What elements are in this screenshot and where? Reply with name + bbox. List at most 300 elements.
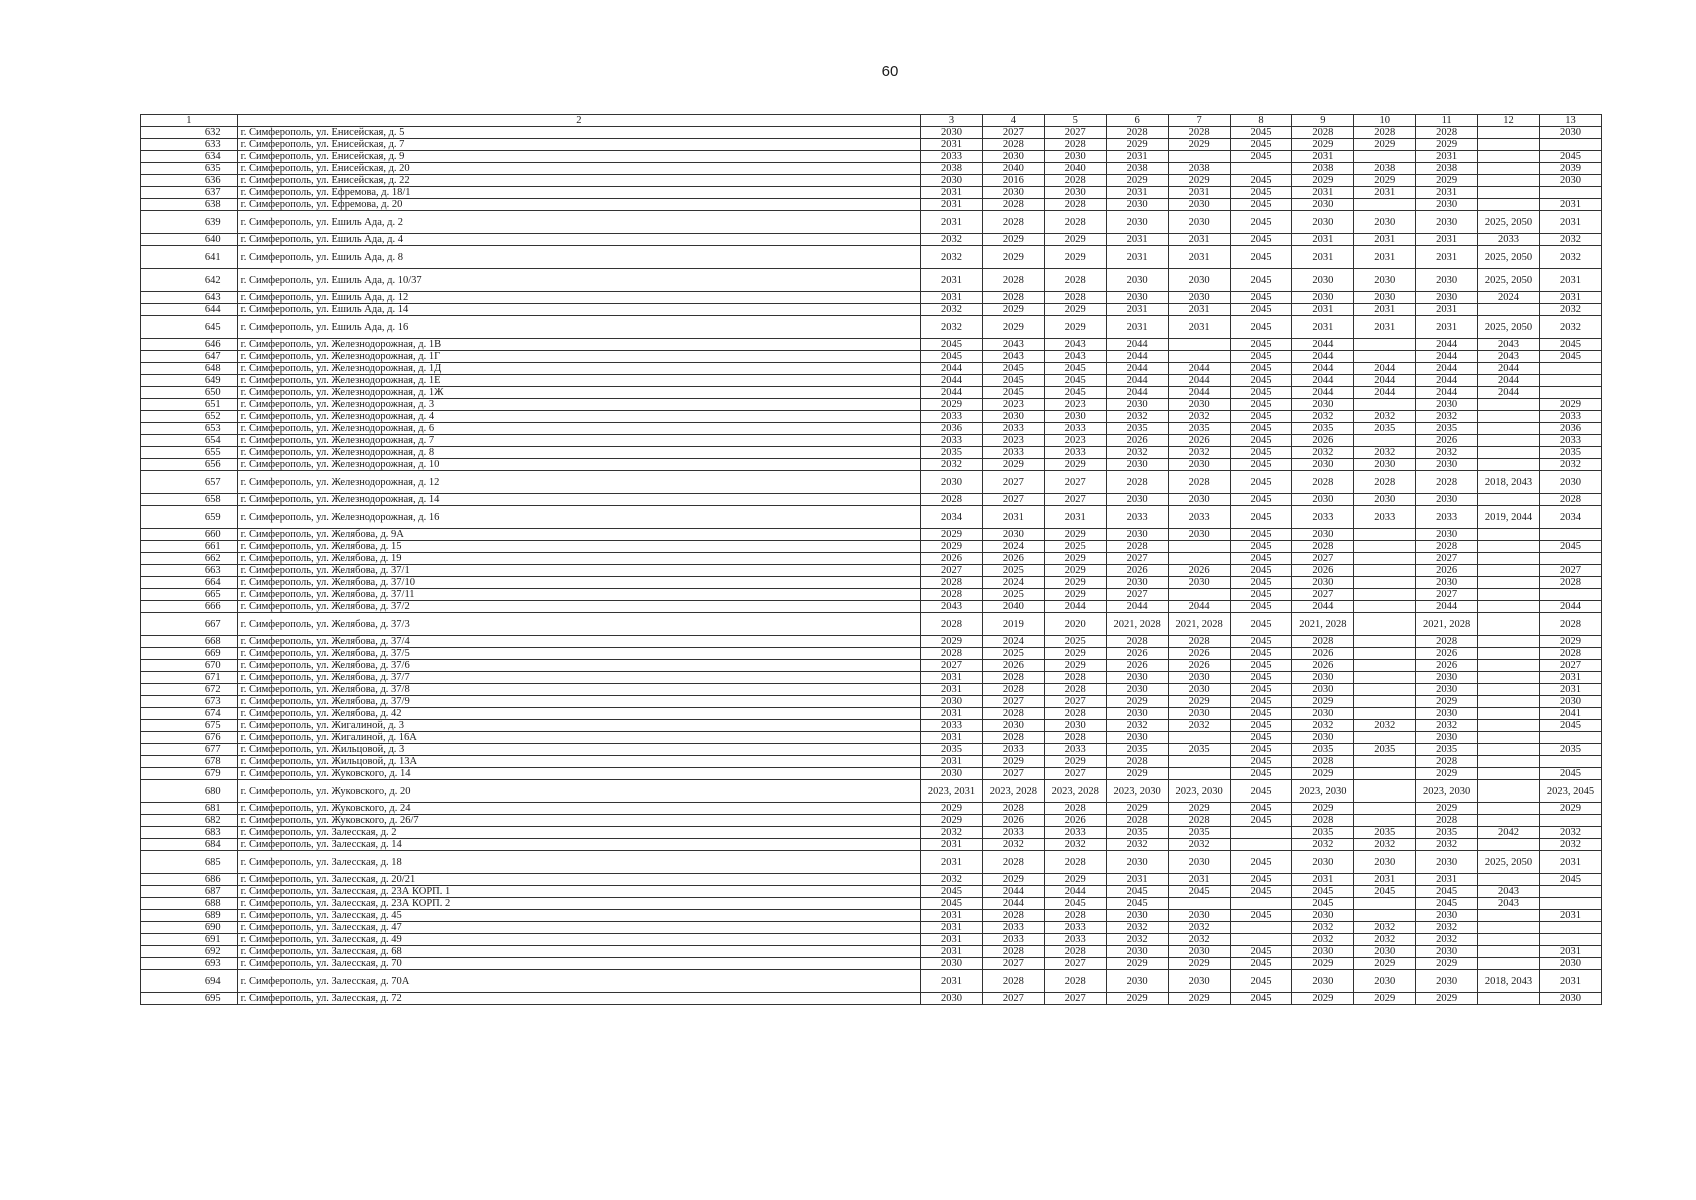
year-cell — [1539, 922, 1601, 934]
year-cell: 2045 — [1230, 127, 1292, 139]
year-cell: 2027 — [921, 565, 983, 577]
table-row — [141, 886, 1602, 898]
row-number: 654 — [141, 435, 238, 447]
year-cell: 2028 — [1168, 636, 1230, 648]
year-cell: 2032 — [1168, 411, 1230, 423]
year-cell — [1354, 577, 1416, 589]
year-cell: 2045 — [1230, 139, 1292, 151]
year-cell: 2043 — [1044, 339, 1106, 351]
year-cell: 2029 — [1044, 648, 1106, 660]
year-cell: 2045 — [1539, 541, 1601, 553]
row-number: 694 — [141, 970, 238, 993]
year-cell — [1478, 199, 1540, 211]
year-cell: 2045 — [1539, 151, 1601, 163]
row-number: 648 — [141, 363, 238, 375]
year-cell: 2044 — [1292, 387, 1354, 399]
year-cell: 2028 — [982, 292, 1044, 304]
year-cell: 2043 — [982, 339, 1044, 351]
year-cell: 2030 — [1354, 459, 1416, 471]
table-row — [141, 696, 1602, 708]
year-cell — [1478, 696, 1540, 708]
year-cell: 2031 — [1354, 246, 1416, 269]
year-cell: 2028 — [982, 946, 1044, 958]
year-cell: 2031 — [1354, 234, 1416, 246]
year-cell: 2035 — [1292, 827, 1354, 839]
year-cell: 2028 — [1416, 636, 1478, 648]
year-cell: 2028 — [1044, 292, 1106, 304]
year-cell: 2045 — [1354, 886, 1416, 898]
table-row — [141, 269, 1602, 292]
year-cell: 2032 — [1168, 934, 1230, 946]
column-header: 13 — [1539, 115, 1601, 127]
year-cell: 2029 — [1292, 803, 1354, 815]
year-cell: 2031 — [1354, 874, 1416, 886]
year-cell — [1478, 589, 1540, 601]
year-cell: 2025, 2050 — [1478, 851, 1540, 874]
address-cell: г. Симферополь, ул. Ефремова, д. 18/1 — [237, 187, 920, 199]
year-cell: 2032 — [1539, 827, 1601, 839]
year-cell: 2045 — [1230, 589, 1292, 601]
year-cell: 2030 — [1292, 672, 1354, 684]
year-cell: 2030 — [1044, 720, 1106, 732]
year-cell: 2032 — [1106, 720, 1168, 732]
year-cell: 2028 — [1416, 541, 1478, 553]
year-cell: 2030 — [1106, 494, 1168, 506]
row-number: 669 — [141, 648, 238, 660]
year-cell: 2040 — [1044, 163, 1106, 175]
year-cell: 2044 — [1292, 363, 1354, 375]
year-cell: 2044 — [1416, 387, 1478, 399]
year-cell: 2028 — [1044, 684, 1106, 696]
year-cell: 2045 — [1230, 660, 1292, 672]
row-number: 647 — [141, 351, 238, 363]
row-number: 693 — [141, 958, 238, 970]
year-cell: 2029 — [982, 756, 1044, 768]
year-cell: 2045 — [1230, 411, 1292, 423]
year-cell — [1539, 187, 1601, 199]
year-cell: 2032 — [1106, 447, 1168, 459]
year-cell: 2030 — [1416, 494, 1478, 506]
year-cell: 2031 — [921, 199, 983, 211]
year-cell: 2025 — [982, 589, 1044, 601]
year-cell: 2045 — [1230, 815, 1292, 827]
year-cell: 2028 — [1416, 756, 1478, 768]
year-cell: 2030 — [1354, 970, 1416, 993]
year-cell: 2045 — [1230, 720, 1292, 732]
year-cell: 2033 — [1106, 506, 1168, 529]
year-cell: 2032 — [921, 246, 983, 269]
year-cell — [1478, 553, 1540, 565]
year-cell: 2030 — [921, 993, 983, 1005]
address-cell: г. Симферополь, ул. Железнодорожная, д. 12 — [237, 471, 920, 494]
row-number: 635 — [141, 163, 238, 175]
year-cell: 2045 — [1230, 292, 1292, 304]
address-cell: г. Симферополь, ул. Железнодорожная, д. 14 — [237, 494, 920, 506]
year-cell: 2041 — [1539, 708, 1601, 720]
table-row — [141, 613, 1602, 636]
year-cell — [1354, 660, 1416, 672]
year-cell: 2032 — [1044, 839, 1106, 851]
column-header: 5 — [1044, 115, 1106, 127]
address-cell: г. Симферополь, ул. Желябова, д. 9А — [237, 529, 920, 541]
year-cell: 2033 — [921, 720, 983, 732]
year-cell: 2027 — [982, 768, 1044, 780]
year-cell — [1478, 934, 1540, 946]
year-cell: 2026 — [1106, 660, 1168, 672]
year-cell: 2029 — [1106, 803, 1168, 815]
year-cell: 2035 — [1416, 744, 1478, 756]
year-cell: 2029 — [982, 459, 1044, 471]
year-cell: 2029 — [982, 316, 1044, 339]
year-cell: 2029 — [1416, 139, 1478, 151]
address-cell: г. Симферополь, ул. Железнодорожная, д. 8 — [237, 447, 920, 459]
address-cell: г. Симферополь, ул. Жигалиной, д. 16А — [237, 732, 920, 744]
table-row — [141, 732, 1602, 744]
row-number: 665 — [141, 589, 238, 601]
year-cell: 2031 — [1539, 269, 1601, 292]
year-cell — [1478, 839, 1540, 851]
year-cell: 2029 — [1044, 459, 1106, 471]
year-cell: 2032 — [1354, 839, 1416, 851]
address-cell: г. Симферополь, ул. Ешиль Ада, д. 16 — [237, 316, 920, 339]
year-cell: 2045 — [1230, 613, 1292, 636]
year-cell: 2029 — [921, 815, 983, 827]
address-cell: г. Симферополь, ул. Ешиль Ада, д. 4 — [237, 234, 920, 246]
year-cell: 2028 — [1539, 613, 1601, 636]
year-cell: 2045 — [982, 387, 1044, 399]
table-row — [141, 151, 1602, 163]
year-cell: 2031 — [1354, 316, 1416, 339]
year-cell: 2030 — [921, 175, 983, 187]
year-cell: 2032 — [1292, 447, 1354, 459]
year-cell: 2030 — [1106, 577, 1168, 589]
row-number: 633 — [141, 139, 238, 151]
year-cell — [1354, 199, 1416, 211]
row-number: 679 — [141, 768, 238, 780]
year-cell: 2045 — [921, 351, 983, 363]
year-cell — [1168, 898, 1230, 910]
row-number: 686 — [141, 874, 238, 886]
table-row — [141, 363, 1602, 375]
address-cell: г. Симферополь, ул. Желябова, д. 37/3 — [237, 613, 920, 636]
year-cell — [1478, 648, 1540, 660]
year-cell: 2030 — [1106, 269, 1168, 292]
year-cell: 2028 — [1044, 851, 1106, 874]
year-cell: 2044 — [1416, 339, 1478, 351]
year-cell: 2038 — [1168, 163, 1230, 175]
year-cell: 2027 — [1044, 958, 1106, 970]
year-cell: 2045 — [1230, 851, 1292, 874]
year-cell: 2030 — [1106, 946, 1168, 958]
year-cell: 2027 — [1044, 993, 1106, 1005]
year-cell: 2031 — [1416, 234, 1478, 246]
year-cell — [1168, 541, 1230, 553]
year-cell: 2030 — [1416, 459, 1478, 471]
year-cell: 2045 — [1230, 529, 1292, 541]
table-row — [141, 874, 1602, 886]
year-cell: 2030 — [1106, 851, 1168, 874]
year-cell: 2026 — [1044, 815, 1106, 827]
year-cell — [1539, 553, 1601, 565]
year-cell — [1354, 565, 1416, 577]
year-cell: 2030 — [1168, 946, 1230, 958]
year-cell: 2032 — [1354, 447, 1416, 459]
year-cell: 2026 — [1416, 435, 1478, 447]
year-cell: 2032 — [1539, 839, 1601, 851]
year-cell: 2035 — [1168, 827, 1230, 839]
year-cell: 2028 — [1044, 732, 1106, 744]
year-cell: 2029 — [1044, 756, 1106, 768]
address-cell: г. Симферополь, ул. Желябова, д. 37/10 — [237, 577, 920, 589]
year-cell: 2030 — [982, 720, 1044, 732]
address-cell: г. Симферополь, ул. Енисейская, д. 5 — [237, 127, 920, 139]
year-cell: 2031 — [1292, 187, 1354, 199]
year-cell: 2031 — [1168, 316, 1230, 339]
year-cell: 2030 — [1292, 970, 1354, 993]
year-cell: 2032 — [1168, 922, 1230, 934]
year-cell: 2043 — [1478, 339, 1540, 351]
year-cell: 2031 — [1292, 246, 1354, 269]
year-cell: 2028 — [1106, 636, 1168, 648]
year-cell: 2045 — [1230, 648, 1292, 660]
table-row — [141, 898, 1602, 910]
year-cell: 2030 — [1292, 459, 1354, 471]
year-cell: 2033 — [1478, 234, 1540, 246]
year-cell: 2045 — [1539, 720, 1601, 732]
year-cell: 2030 — [1416, 577, 1478, 589]
year-cell: 2030 — [1416, 684, 1478, 696]
year-cell: 2028 — [1106, 471, 1168, 494]
year-cell: 2044 — [1292, 339, 1354, 351]
table-row — [141, 648, 1602, 660]
year-cell: 2032 — [1292, 720, 1354, 732]
year-cell: 2030 — [1106, 292, 1168, 304]
year-cell: 2045 — [921, 898, 983, 910]
year-cell: 2027 — [982, 958, 1044, 970]
row-number: 646 — [141, 339, 238, 351]
year-cell: 2030 — [1106, 910, 1168, 922]
year-cell: 2030 — [1168, 708, 1230, 720]
year-cell: 2032 — [1292, 411, 1354, 423]
year-cell: 2031 — [921, 910, 983, 922]
row-number: 636 — [141, 175, 238, 187]
year-cell: 2044 — [1106, 375, 1168, 387]
row-number: 695 — [141, 993, 238, 1005]
year-cell: 2030 — [1354, 292, 1416, 304]
year-cell — [1478, 720, 1540, 732]
year-cell — [1539, 387, 1601, 399]
row-number: 689 — [141, 910, 238, 922]
year-cell: 2045 — [1539, 768, 1601, 780]
year-cell: 2029 — [1106, 993, 1168, 1005]
year-cell: 2045 — [1230, 684, 1292, 696]
year-cell: 2032 — [921, 316, 983, 339]
year-cell: 2030 — [1539, 127, 1601, 139]
year-cell: 2032 — [1416, 839, 1478, 851]
row-number: 678 — [141, 756, 238, 768]
year-cell: 2045 — [1539, 351, 1601, 363]
address-cell: г. Симферополь, ул. Залесская, д. 23А КОРП. 2 — [237, 898, 920, 910]
year-cell — [1230, 827, 1292, 839]
year-cell: 2026 — [1168, 435, 1230, 447]
year-cell: 2032 — [1416, 922, 1478, 934]
row-number: 683 — [141, 827, 238, 839]
year-cell: 2045 — [1292, 898, 1354, 910]
row-number: 671 — [141, 672, 238, 684]
address-cell: г. Симферополь, ул. Залесская, д. 70 — [237, 958, 920, 970]
year-cell — [1354, 803, 1416, 815]
year-cell: 2027 — [1044, 768, 1106, 780]
year-cell: 2036 — [921, 423, 983, 435]
year-cell: 2032 — [1106, 839, 1168, 851]
year-cell: 2045 — [1044, 375, 1106, 387]
year-cell: 2033 — [921, 411, 983, 423]
year-cell — [1539, 363, 1601, 375]
year-cell — [1478, 127, 1540, 139]
year-cell: 2030 — [1539, 471, 1601, 494]
address-cell: г. Симферополь, ул. Ешиль Ада, д. 2 — [237, 211, 920, 234]
row-number: 690 — [141, 922, 238, 934]
year-cell: 2026 — [1292, 660, 1354, 672]
year-cell: 2042 — [1478, 827, 1540, 839]
year-cell: 2039 — [1539, 163, 1601, 175]
year-cell: 2028 — [982, 970, 1044, 993]
row-number: 667 — [141, 613, 238, 636]
year-cell: 2045 — [1416, 886, 1478, 898]
year-cell — [1478, 304, 1540, 316]
table-row — [141, 423, 1602, 435]
year-cell: 2033 — [1044, 423, 1106, 435]
column-header: 4 — [982, 115, 1044, 127]
year-cell: 2036 — [1539, 423, 1601, 435]
table-row — [141, 339, 1602, 351]
year-cell: 2029 — [1354, 139, 1416, 151]
year-cell: 2045 — [1044, 387, 1106, 399]
year-cell: 2031 — [1168, 304, 1230, 316]
address-cell: г. Симферополь, ул. Железнодорожная, д. 1В — [237, 339, 920, 351]
address-cell: г. Симферополь, ул. Залесская, д. 70А — [237, 970, 920, 993]
year-cell — [1539, 375, 1601, 387]
year-cell — [1230, 934, 1292, 946]
table-row — [141, 636, 1602, 648]
table-row — [141, 459, 1602, 471]
year-cell: 2030 — [1106, 732, 1168, 744]
table-row — [141, 316, 1602, 339]
year-cell: 2029 — [1292, 958, 1354, 970]
year-cell: 2023 — [982, 435, 1044, 447]
year-cell: 2030 — [1416, 529, 1478, 541]
address-cell: г. Симферополь, ул. Железнодорожная, д. 1Ж — [237, 387, 920, 399]
year-cell: 2031 — [921, 970, 983, 993]
address-cell: г. Симферополь, ул. Залесская, д. 49 — [237, 934, 920, 946]
year-cell: 2023, 2030 — [1168, 780, 1230, 803]
address-cell: г. Симферополь, ул. Желябова, д. 37/1 — [237, 565, 920, 577]
year-cell: 2028 — [1168, 127, 1230, 139]
year-cell: 2043 — [1044, 351, 1106, 363]
table-row — [141, 756, 1602, 768]
year-cell: 2029 — [1292, 175, 1354, 187]
year-cell: 2028 — [1044, 946, 1106, 958]
year-cell: 2028 — [1044, 803, 1106, 815]
address-cell: г. Симферополь, ул. Желябова, д. 37/11 — [237, 589, 920, 601]
year-cell — [1230, 898, 1292, 910]
year-cell: 2028 — [982, 672, 1044, 684]
year-cell: 2035 — [1416, 423, 1478, 435]
year-cell: 2045 — [1230, 187, 1292, 199]
year-cell — [1478, 946, 1540, 958]
year-cell: 2030 — [1106, 529, 1168, 541]
year-cell: 2029 — [1539, 636, 1601, 648]
year-cell — [1354, 756, 1416, 768]
year-cell: 2045 — [1106, 898, 1168, 910]
year-cell: 2028 — [982, 910, 1044, 922]
year-cell: 2019, 2044 — [1478, 506, 1540, 529]
year-cell: 2044 — [1044, 601, 1106, 613]
year-cell: 2029 — [1168, 175, 1230, 187]
year-cell: 2029 — [982, 246, 1044, 269]
year-cell: 2032 — [1354, 922, 1416, 934]
address-cell: г. Симферополь, ул. Залесская, д. 45 — [237, 910, 920, 922]
schedule-table-container — [140, 114, 1602, 1005]
year-cell: 2030 — [1354, 269, 1416, 292]
address-cell: г. Симферополь, ул. Желябова, д. 37/7 — [237, 672, 920, 684]
address-cell: г. Симферополь, ул. Желябова, д. 37/6 — [237, 660, 920, 672]
year-cell: 2027 — [982, 494, 1044, 506]
year-cell: 2025, 2050 — [1478, 316, 1540, 339]
year-cell — [1478, 684, 1540, 696]
year-cell: 2030 — [1168, 684, 1230, 696]
year-cell — [1539, 732, 1601, 744]
table-row — [141, 163, 1602, 175]
year-cell: 2032 — [1416, 720, 1478, 732]
year-cell: 2029 — [1416, 958, 1478, 970]
year-cell: 2027 — [1044, 494, 1106, 506]
table-row — [141, 375, 1602, 387]
year-cell: 2030 — [1168, 494, 1230, 506]
year-cell: 2028 — [1416, 815, 1478, 827]
row-number: 637 — [141, 187, 238, 199]
year-cell — [1354, 636, 1416, 648]
year-cell: 2029 — [1044, 553, 1106, 565]
year-cell: 2030 — [1106, 459, 1168, 471]
year-cell: 2027 — [1292, 553, 1354, 565]
year-cell: 2029 — [1416, 175, 1478, 187]
year-cell: 2023, 2031 — [921, 780, 983, 803]
address-cell: г. Симферополь, ул. Залесская, д. 47 — [237, 922, 920, 934]
year-cell: 2031 — [1539, 946, 1601, 958]
year-cell: 2030 — [1106, 684, 1168, 696]
year-cell: 2045 — [1230, 780, 1292, 803]
row-number: 662 — [141, 553, 238, 565]
year-cell — [1354, 696, 1416, 708]
year-cell: 2028 — [1354, 471, 1416, 494]
table-row — [141, 601, 1602, 613]
row-number: 632 — [141, 127, 238, 139]
year-cell: 2030 — [1354, 851, 1416, 874]
year-cell: 2029 — [1416, 803, 1478, 815]
year-cell — [1354, 589, 1416, 601]
year-cell — [1539, 815, 1601, 827]
address-cell: г. Симферополь, ул. Железнодорожная, д. 10 — [237, 459, 920, 471]
year-cell: 2038 — [1354, 163, 1416, 175]
year-cell: 2030 — [1416, 269, 1478, 292]
year-cell — [1230, 922, 1292, 934]
row-number: 638 — [141, 199, 238, 211]
address-cell: г. Симферополь, ул. Ешиль Ада, д. 10/37 — [237, 269, 920, 292]
year-cell: 2030 — [1416, 732, 1478, 744]
year-cell: 2032 — [1168, 720, 1230, 732]
address-cell: г. Симферополь, ул. Залесская, д. 14 — [237, 839, 920, 851]
